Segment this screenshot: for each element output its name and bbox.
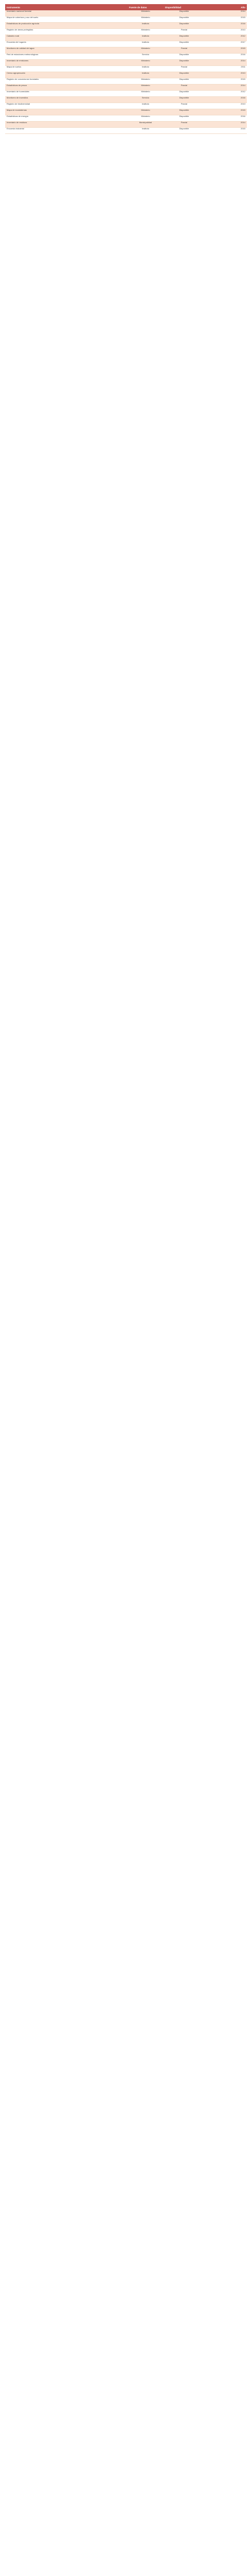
table-row (5, 115, 247, 122)
table-body (5, 10, 247, 134)
table-cell: Encuesta de hogares (5, 41, 128, 47)
table-cell: Ministerio (128, 84, 164, 91)
table-cell: Mapa de ecosistemas (5, 109, 128, 115)
table-cell: Ministerio (128, 16, 164, 23)
table-cell: Parcial (164, 122, 205, 128)
table-cell: Red de estaciones meteorológicas (5, 54, 128, 60)
table-cell: Mapa de cobertura y uso del suelo (5, 16, 128, 23)
table-cell: 2015 (205, 47, 247, 54)
table-cell: Disponible (164, 109, 205, 115)
table-cell: Servicio (128, 97, 164, 103)
table-cell: 2011 (205, 66, 247, 72)
table-cell: Inventario de humedales (5, 91, 128, 97)
table-cell: Instituto (128, 103, 164, 109)
table-cell: 2013 (205, 29, 247, 35)
table-cell: Instituto (128, 23, 164, 29)
table-cell: Inventario nacional forestal (5, 10, 128, 16)
table-cell: 2015 (205, 16, 247, 23)
table-cell: Disponible (164, 91, 205, 97)
table-cell: 2015 (205, 128, 247, 134)
table-cell: Disponible (164, 35, 205, 41)
table-cell: Registro de biodiversidad (5, 103, 128, 109)
table-cell: Parcial (164, 84, 205, 91)
table-cell: Parcial (164, 29, 205, 35)
table-cell: Registro de áreas protegidas (5, 29, 128, 35)
table-row (5, 84, 247, 91)
table-cell: 2015 (205, 78, 247, 84)
table-cell: 2017 (205, 41, 247, 47)
table-cell: 2014 (205, 10, 247, 16)
table-cell: Monitoreo de calidad del agua (5, 47, 128, 54)
table-row (5, 66, 247, 72)
table-cell: 2016 (205, 23, 247, 29)
table-cell: 2013 (205, 72, 247, 78)
table-row (5, 122, 247, 128)
table-cell: 2014 (205, 122, 247, 128)
table-cell: 2014 (205, 60, 247, 66)
table-cell: Registro de concesiones forestales (5, 78, 128, 84)
header-cell: Disponibilidad (164, 4, 205, 10)
table-cell: Estadísticas de energía (5, 115, 128, 122)
table-row (5, 23, 247, 29)
data-table-container (5, 4, 247, 134)
table-cell: Disponible (164, 128, 205, 134)
table-cell: Monitoreo de incendios (5, 97, 128, 103)
table-row (5, 29, 247, 35)
header-row (5, 4, 247, 10)
table-cell: 2016 (205, 115, 247, 122)
table-cell: Instituto (128, 41, 164, 47)
table-row (5, 60, 247, 66)
table-cell: Mapa de suelos (5, 66, 128, 72)
table-cell: Disponible (164, 115, 205, 122)
header-cell: Año (205, 4, 247, 10)
table-cell: Disponible (164, 60, 205, 66)
table-cell: Instituto (128, 35, 164, 41)
table-row (5, 16, 247, 23)
table-row (5, 103, 247, 109)
table-cell: Ministerio (128, 29, 164, 35)
data-table (5, 4, 247, 134)
table-cell: Parcial (164, 66, 205, 72)
table-cell: Parcial (164, 103, 205, 109)
table-cell: 2015 (205, 109, 247, 115)
table-cell: Ministerio (128, 91, 164, 97)
header-cell: Fuente de datos (128, 4, 164, 10)
table-cell: Inventario de residuos (5, 122, 128, 128)
table-cell: Disponible (164, 78, 205, 84)
table-cell: 2014 (205, 84, 247, 91)
table-row (5, 41, 247, 47)
table-cell: Ministerio (128, 78, 164, 84)
table-cell: Disponible (164, 23, 205, 29)
table-row (5, 47, 247, 54)
table-cell: Servicio (128, 54, 164, 60)
table-row (5, 128, 247, 134)
table-cell: Instituto (128, 72, 164, 78)
table-cell: Ministerio (128, 115, 164, 122)
table-cell: 2012 (205, 91, 247, 97)
table-cell: Disponible (164, 54, 205, 60)
header-cell: Instrumento (5, 4, 128, 10)
table-cell: 2016 (205, 97, 247, 103)
table-row (5, 10, 247, 16)
table-cell: Estadísticas de producción agrícola (5, 23, 128, 29)
table-row (5, 78, 247, 84)
table-cell: Disponible (164, 10, 205, 16)
table-cell: Disponible (164, 16, 205, 23)
table-header (5, 4, 247, 10)
table-cell: Municipalidad (128, 122, 164, 128)
table-cell: Instituto (128, 66, 164, 72)
table-cell: Disponible (164, 97, 205, 103)
table-cell: Disponible (164, 41, 205, 47)
table-cell: Ministerio (128, 10, 164, 16)
table-cell: Ministerio (128, 109, 164, 115)
table-row (5, 97, 247, 103)
table-row (5, 35, 247, 41)
table-cell: Instituto (128, 128, 164, 134)
table-row (5, 91, 247, 97)
table-cell: Ministerio (128, 60, 164, 66)
table-cell: Parcial (164, 47, 205, 54)
table-cell: Catastro rural (5, 35, 128, 41)
table-cell: Estadísticas de pesca (5, 84, 128, 91)
table-row (5, 109, 247, 115)
table-row (5, 54, 247, 60)
table-cell: 2013 (205, 103, 247, 109)
table-cell: 2012 (205, 35, 247, 41)
table-row (5, 72, 247, 78)
table-cell: 2016 (205, 54, 247, 60)
table-cell: Ministerio (128, 47, 164, 54)
table-cell: Inventario de emisiones (5, 60, 128, 66)
table-cell: Censo agropecuario (5, 72, 128, 78)
table-cell: Disponible (164, 72, 205, 78)
table-cell: Encuesta industrial (5, 128, 128, 134)
